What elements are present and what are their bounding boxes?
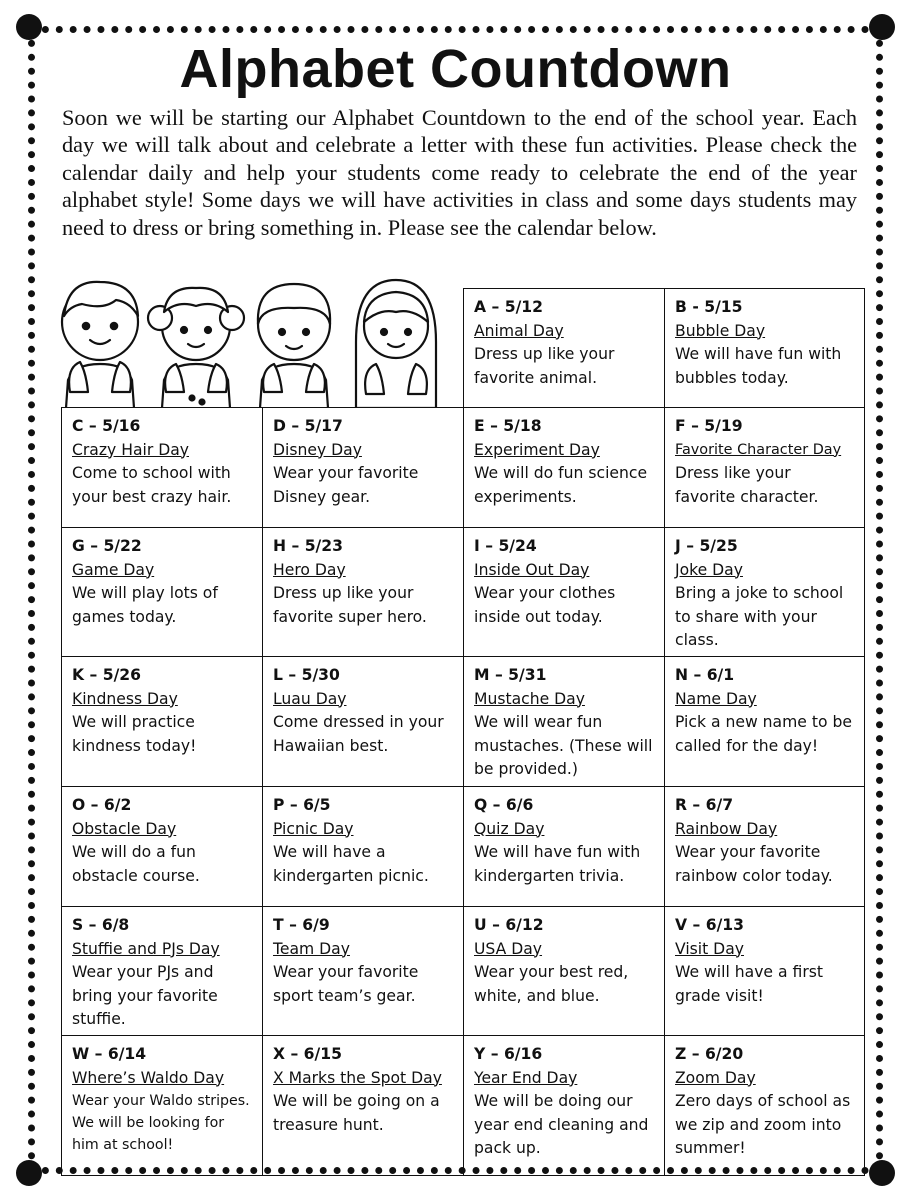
day-description: We will play lots of games today. <box>72 584 218 626</box>
calendar-cell-y <box>463 1035 665 1176</box>
day-name: Stuffie and PJs Day <box>72 939 220 958</box>
day-date: W – 6/14 <box>72 1045 147 1063</box>
day-date: K – 5/26 <box>72 666 141 684</box>
day-name: Year End Day <box>474 1068 578 1087</box>
day-description: Wear your best red, white, and blue. <box>474 963 629 1005</box>
calendar-cell-m <box>463 656 665 787</box>
calendar-cell-k <box>61 656 263 787</box>
day-date: O – 6/2 <box>72 796 132 814</box>
calendar-cell-o <box>61 786 263 907</box>
day-date: Y – 6/16 <box>474 1045 543 1063</box>
day-description: Zero days of school as we zip and zoom into summer! <box>675 1092 851 1157</box>
day-date: I – 5/24 <box>474 537 537 555</box>
day-description: We will have fun with bubbles today. <box>675 345 842 387</box>
day-name: X Marks the Spot Day <box>273 1068 442 1087</box>
day-name: Kindness Day <box>72 689 178 708</box>
day-date: U – 6/12 <box>474 916 544 934</box>
border-corner-dot <box>869 14 895 40</box>
day-date: E – 5/18 <box>474 417 542 435</box>
day-description: Bring a joke to school to share with your class. <box>675 584 844 649</box>
calendar-cell-g <box>61 527 263 657</box>
day-name: Mustache Day <box>474 689 585 708</box>
day-date: L – 5/30 <box>273 666 340 684</box>
day-description: We will be doing our year end cleaning and pack up. <box>474 1092 649 1157</box>
day-name: Picnic Day <box>273 819 354 838</box>
calendar-cell-q <box>463 786 665 907</box>
day-date: D – 5/17 <box>273 417 343 435</box>
day-date: N – 6/1 <box>675 666 735 684</box>
day-name: Quiz Day <box>474 819 545 838</box>
calendar-cell-u <box>463 906 665 1036</box>
calendar-cell-l <box>262 656 464 787</box>
day-name: Name Day <box>675 689 757 708</box>
day-name: Obstacle Day <box>72 819 177 838</box>
day-name: Zoom Day <box>675 1068 756 1087</box>
calendar-cell-s <box>61 906 263 1036</box>
border-corner-dot <box>16 14 42 40</box>
calendar-cell-i <box>463 527 665 657</box>
calendar-cell-e <box>463 407 665 528</box>
day-date: G – 5/22 <box>72 537 142 555</box>
day-name: USA Day <box>474 939 543 958</box>
day-description: We will have fun with kindergarten trivia. <box>474 843 641 885</box>
day-date: Z – 6/20 <box>675 1045 744 1063</box>
intro-paragraph: Soon we will be starting our Alphabet Countdown to the end of the school year. Each day we will talk about and celebrate a letter with these fun activities. Please check the calendar daily and help your students come ready to celebrate the end of the year alphabet style! Some days we will have activities in class and some days students may need to dress or bring something in. Please see the calendar below. <box>62 105 857 240</box>
border-corner-dot <box>16 1160 42 1186</box>
calendar-cell-f <box>664 407 865 528</box>
calendar-cell-r <box>664 786 865 907</box>
calendar-cell-n <box>664 656 865 787</box>
border-corner-dot <box>869 1160 895 1186</box>
day-description: We will do fun science experiments. <box>474 464 648 506</box>
calendar-cell-p <box>262 786 464 907</box>
calendar-cell-x <box>262 1035 464 1176</box>
day-date: V – 6/13 <box>675 916 744 934</box>
day-name: Joke Day <box>675 560 743 579</box>
day-date: B - 5/15 <box>675 298 743 316</box>
calendar-cell-v <box>664 906 865 1036</box>
day-date: A – 5/12 <box>474 298 543 316</box>
day-description: Wear your Waldo stripes. We will be looking for him at school! <box>72 1093 250 1153</box>
day-date: P – 6/5 <box>273 796 331 814</box>
day-description: Wear your favorite sport team’s gear. <box>273 963 419 1005</box>
day-date: M – 5/31 <box>474 666 547 684</box>
day-date: T – 6/9 <box>273 916 330 934</box>
calendar-cell-t <box>262 906 464 1036</box>
day-name: Animal Day <box>474 321 564 340</box>
day-date: H – 5/23 <box>273 537 343 555</box>
day-description: Come to school with your best crazy hair. <box>72 464 232 506</box>
calendar-cell-d <box>262 407 464 528</box>
day-description: Dress up like your favorite animal. <box>474 345 615 387</box>
day-description: We will be going on a treasure hunt. <box>273 1092 440 1134</box>
day-name: Favorite Character Day <box>675 441 842 458</box>
calendar-cell-j <box>664 527 865 657</box>
calendar-cell-b <box>664 288 865 408</box>
day-description: We will practice kindness today! <box>72 713 197 755</box>
day-date: C – 5/16 <box>72 417 141 435</box>
day-date: F – 5/19 <box>675 417 743 435</box>
day-description: Pick a new name to be called for the day! <box>675 713 852 755</box>
day-date: S – 6/8 <box>72 916 130 934</box>
day-date: J – 5/25 <box>675 537 738 555</box>
day-name: Experiment Day <box>474 440 600 459</box>
day-description: Wear your PJs and bring your favorite stuffie. <box>72 963 218 1028</box>
day-description: We will have a kindergarten picnic. <box>273 843 429 885</box>
day-name: Team Day <box>273 939 350 958</box>
calendar-cell-h <box>262 527 464 657</box>
day-date: Q – 6/6 <box>474 796 534 814</box>
day-name: Where’s Waldo Day <box>72 1068 225 1087</box>
day-description: Wear your clothes inside out today. <box>474 584 616 626</box>
day-name: Bubble Day <box>675 321 766 340</box>
day-name: Game Day <box>72 560 155 579</box>
day-description: Wear your favorite Disney gear. <box>273 464 419 506</box>
calendar-cell-a <box>463 288 665 408</box>
day-date: R – 6/7 <box>675 796 734 814</box>
calendar-cell-w <box>61 1035 263 1176</box>
alphabet-calendar <box>61 288 865 1176</box>
day-description: We will do a fun obstacle course. <box>72 843 200 885</box>
page-title: Alphabet Countdown <box>179 39 732 99</box>
day-description: Come dressed in your Hawaiian best. <box>273 713 444 755</box>
day-description: Dress like your favorite character. <box>675 464 819 506</box>
day-name: Disney Day <box>273 440 362 459</box>
calendar-cell-c <box>61 407 263 528</box>
day-name: Inside Out Day <box>474 560 590 579</box>
day-name: Crazy Hair Day <box>72 440 189 459</box>
calendar-cell-z <box>664 1035 865 1176</box>
day-description: Dress up like your favorite super hero. <box>273 584 427 626</box>
day-description: Wear your favorite rainbow color today. <box>675 843 833 885</box>
day-description: We will have a first grade visit! <box>675 963 823 1005</box>
day-name: Visit Day <box>675 939 744 958</box>
day-name: Rainbow Day <box>675 819 778 838</box>
day-name: Luau Day <box>273 689 347 708</box>
day-date: X – 6/15 <box>273 1045 342 1063</box>
day-description: We will wear fun mustaches. (These will be provided.) <box>474 713 653 778</box>
day-name: Hero Day <box>273 560 346 579</box>
